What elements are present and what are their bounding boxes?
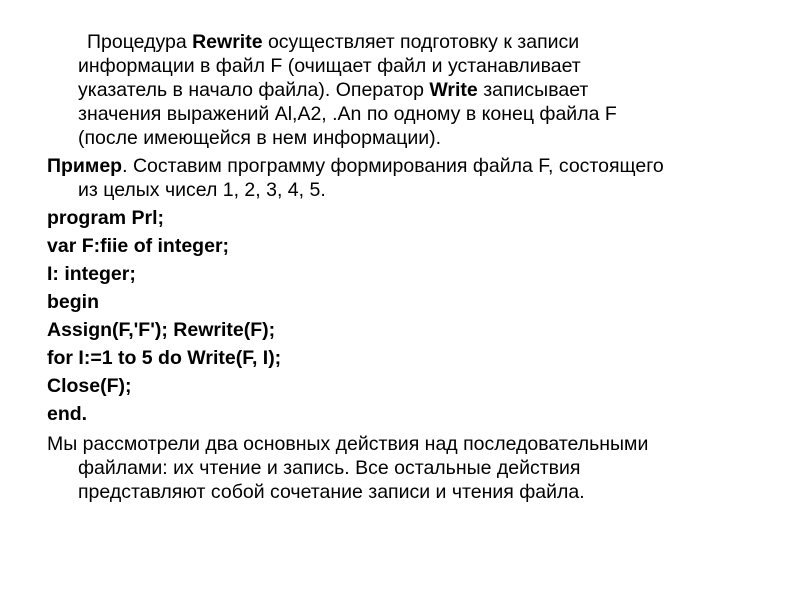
code-line: begin [47, 291, 99, 313]
intro-text: записывает [477, 79, 589, 101]
code-line: program Prl; [47, 207, 165, 229]
example-label: Пример [47, 155, 123, 177]
intro-line-3 [78, 78, 588, 102]
intro-line-2: информации в файл F (очищает файл и устанавливает [78, 55, 581, 77]
intro-text: осуществляет подготовку к записи [262, 31, 580, 53]
intro-line-1 [87, 30, 579, 54]
conclusion-line-1: Мы рассмотрели два основных действия над последовательными [47, 433, 649, 455]
conclusion-line-3: представляют собой сочетание записи и чтения файла. [78, 481, 585, 503]
example-line-2: из целых чисел 1, 2, 3, 4, 5. [78, 179, 326, 201]
example-text: . Составим программу формирования файла F, состоящего [122, 155, 664, 177]
code-line: Assign(F,'F'); Rewrite(F); [47, 319, 276, 341]
intro-text: указатель в начало файла). Оператор [78, 79, 430, 101]
code-line: I: integer; [47, 263, 136, 285]
example-line-1 [47, 154, 664, 178]
code-line: end. [47, 403, 88, 425]
write-keyword: Write [429, 79, 478, 101]
conclusion-line-2: файлами: их чтение и запись. Все остальные действия [78, 457, 581, 479]
intro-line-4: значения выражений Al,A2, .An по одному в конец файла F [78, 103, 617, 125]
code-line: for I:=1 to 5 do Write(F, I); [47, 347, 282, 369]
code-line: var F:fiie of integer; [47, 235, 230, 257]
rewrite-keyword: Rewrite [192, 31, 263, 53]
intro-line-5: (после имеющейся в нем информации). [78, 127, 442, 149]
intro-text: Процедура [87, 31, 193, 53]
code-line: Close(F); [47, 375, 132, 397]
